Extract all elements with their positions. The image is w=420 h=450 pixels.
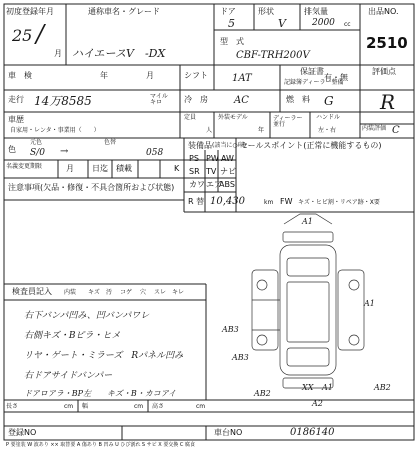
length-label: 長さ — [6, 403, 19, 410]
color-code-value: 058 — [146, 148, 164, 158]
diagram-mark-right1: A1 — [364, 299, 375, 308]
model-name-value: ハイエースV -DX — [72, 47, 166, 60]
color-model-label: 外装モデル — [218, 114, 248, 121]
rating-label: 評価点 — [372, 67, 396, 76]
width-label: 幅 — [82, 403, 89, 410]
shape-label: 形状 — [258, 7, 274, 16]
note-line-4: 右ドアサイドバンパー — [24, 371, 113, 381]
equipment-pw: PW — [206, 154, 219, 163]
model-name-label: 通称車名・グレード — [88, 7, 160, 16]
capacity-label: 定員 — [184, 114, 197, 121]
mileage-label: 走行 — [8, 95, 24, 104]
r-mile-label: R 替 — [188, 197, 205, 206]
fuel-value: G — [324, 94, 334, 108]
inspector-option-interior: 内装 — [64, 289, 77, 296]
reg-separator: / — [36, 20, 45, 48]
handle-value: 左・右 — [318, 127, 337, 134]
diagram-mark-right2: AB2 — [374, 383, 391, 392]
reg-date-label: 初度登録年月 — [6, 7, 54, 16]
equipment-navi: ナビ — [220, 167, 236, 176]
reg-no-label: 登録NO — [8, 428, 37, 437]
height-unit: cm — [196, 403, 206, 410]
equipment-tv: TV — [206, 167, 217, 176]
equipment-leather: カワ — [189, 180, 205, 189]
load-label: 積載 — [116, 164, 132, 173]
car-diagram — [252, 214, 364, 388]
dealer-label: ディーラー並行 — [273, 115, 303, 128]
door-value: 5 — [228, 17, 235, 30]
diagram-mark-left1: AB3 — [222, 325, 239, 334]
color-orig-label: 元色 — [30, 139, 43, 146]
load-kg-unit: K — [174, 164, 180, 173]
color-code-label: 色替 — [104, 139, 117, 146]
damage-legend: P 要塗装 W 波あり ×× 取替要 A 傷あり B 凹み U ひび割れ S サビ X 要交換 C 腐食 — [6, 442, 195, 448]
shift-value: 1AT — [232, 73, 252, 84]
r-mile-value: 10,430 — [210, 196, 245, 207]
equipment-sr: SR — [189, 167, 200, 176]
door-label: ドア — [220, 7, 236, 16]
equipment-aw: AW — [221, 154, 234, 163]
equipment-ps: PS — [189, 154, 199, 163]
diagram-mark-bottom-left: AB2 — [254, 389, 271, 398]
color-model-unit: 年 — [258, 127, 265, 134]
equipment-air: エア — [206, 180, 222, 189]
mileage-value: 14万8585 — [34, 94, 92, 108]
displacement-label: 排気量 — [304, 7, 328, 16]
shift-label: シフト — [184, 71, 208, 80]
diagram-mark-bottom-a2: A2 — [312, 399, 323, 408]
name-change-month: 月 — [66, 164, 74, 173]
sales-point-label: セールスポイント(正常に機能するもの) — [240, 141, 382, 150]
km-unit: km — [264, 199, 274, 206]
inspector-label: 検査員記入 — [12, 287, 52, 296]
width-unit: cm — [134, 403, 144, 410]
color-arrow: → — [60, 146, 69, 157]
diagram-mark-bottom-a1: A1 — [322, 383, 333, 392]
inspector-option-cut: キレ — [172, 289, 184, 296]
model-code-value: CBF-TRH200V — [236, 50, 310, 61]
inspector-option-scratch: キズ — [88, 289, 100, 296]
name-change-day: 日迄 — [92, 164, 108, 173]
lot-label: 出品NO. — [368, 7, 399, 16]
length-unit: cm — [64, 403, 74, 410]
ac-value: AC — [234, 95, 249, 106]
chassis-label: 車台NO — [214, 428, 243, 437]
fuel-label: 燃 料 — [286, 95, 310, 104]
diagram-mark-bottom-center: XX — [302, 383, 314, 392]
mileage-unit: マイル キロ — [150, 93, 168, 106]
color-label: 色 — [8, 145, 16, 154]
inspector-option-rub: スレ — [154, 289, 167, 296]
capacity-unit: 人 — [206, 127, 213, 134]
history-sub-label: 自家用・レンタ・事業用（ ） — [10, 127, 100, 134]
diagram-mark-left2: AB3 — [232, 353, 249, 362]
shape-value: V — [278, 17, 286, 30]
note-line-3: リヤ・ゲート・ミラーズ Rパネル凹み — [24, 351, 184, 361]
fw-options: キズ・ヒビ割・リペア跡・X要 — [298, 199, 380, 206]
cc-unit: cc — [344, 21, 351, 28]
inspection-label: 車 検 — [8, 71, 32, 80]
note-line-1: 右下バンパ凹み、凹バンパワレ — [24, 311, 150, 321]
handle-label: ハンドル — [316, 114, 341, 121]
name-change-label: 名義変更期限 — [6, 163, 43, 170]
notes-label: 注意事項(欠品・修復・不具合箇所および状態) — [8, 183, 175, 192]
equipment-note: (該当に○印) — [212, 142, 246, 149]
fw-label: FW — [280, 197, 293, 206]
inspector-option-burn: コゲ — [120, 289, 133, 296]
note-line-2: 右側キズ・Bピラ・ヒメ — [24, 331, 121, 341]
interior-value: C — [392, 125, 400, 136]
chassis-value: 0186140 — [290, 427, 335, 438]
warranty-value: 有・無 — [324, 73, 348, 82]
diagram-mark-top: A1 — [302, 217, 313, 226]
height-label: 高さ — [152, 403, 165, 410]
equipment-label: 装備品 — [188, 141, 212, 150]
equipment-abs: ABS — [219, 180, 235, 189]
reg-month-unit: 月 — [54, 49, 62, 58]
note-line-5: ドアロアラ・BP左 キズ・B・カコアイ — [24, 389, 177, 398]
rating-value: R — [380, 90, 396, 114]
inspection-month-unit: 月 — [146, 71, 154, 80]
lot-number: 2510 — [366, 34, 408, 52]
reg-year-value: 25 — [12, 26, 33, 45]
ac-label: 冷 房 — [184, 95, 208, 104]
warranty-label: 保証書 — [300, 67, 324, 76]
interior-label: 内装評価 — [362, 125, 387, 132]
inspector-option-hole: 穴 — [140, 289, 147, 296]
color-orig-value: S/0 — [30, 148, 45, 158]
displacement-value: 2000 — [312, 18, 335, 28]
history-label: 車歴 — [8, 115, 24, 124]
inspector-option-dirt: 汚 — [106, 289, 113, 296]
model-code-label: 型 式 — [220, 37, 244, 46]
warranty-sub-label: 記録簿ディーラー整備 — [284, 79, 344, 86]
inspection-year-unit: 年 — [100, 71, 108, 80]
